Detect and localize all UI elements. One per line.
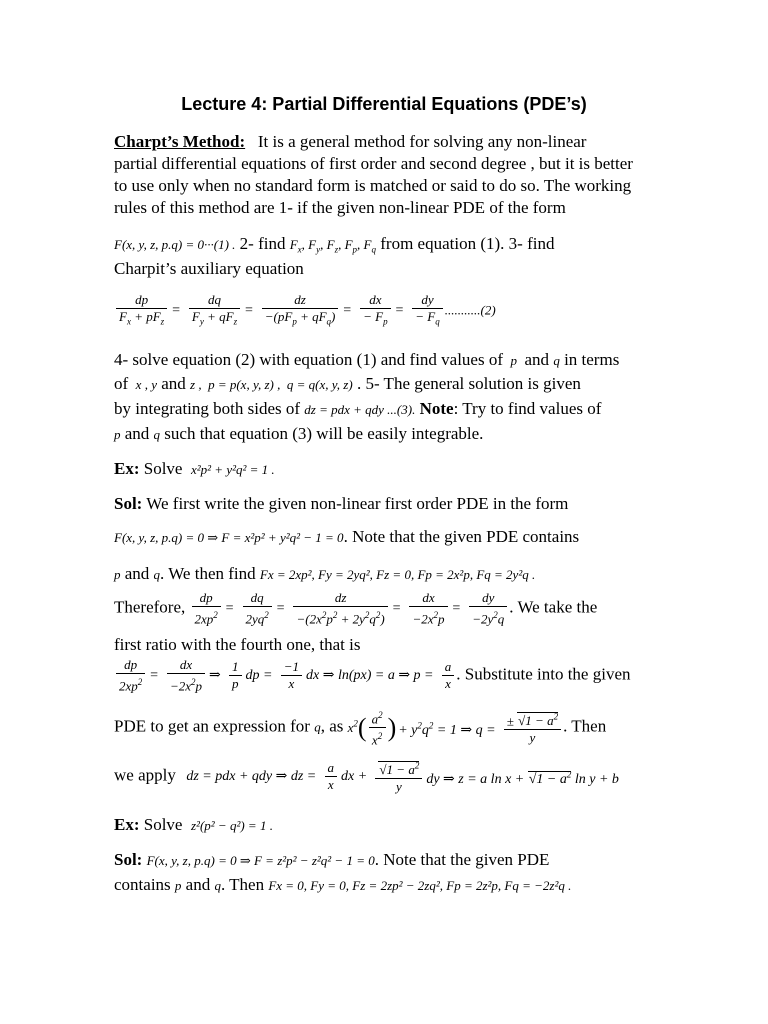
fraction: $\frac{dz}{-(2x^2p^2 + 2y^2q^2)}$ — [293, 590, 387, 627]
math-inline: q — [314, 719, 321, 735]
text: . We then find — [160, 564, 256, 583]
solution-line: we apply dz = pdx + qdy ⇒ dz = $\frac{a}{x}$ dx + $\frac{√1 - a^2}{y}$ dy ⇒ z = a $\ln x + √1 - a^2$ ln y + b — [114, 758, 621, 795]
partials-list: $F_x$, $F_y$, $F_z$, $F_p$, $F_q$ — [289, 237, 376, 255]
fraction: $\frac{1}{p}$ — [229, 659, 242, 692]
text: Solve — [143, 459, 183, 478]
math-inline: q — [153, 427, 161, 442]
fraction: $\frac{dq}{2yq^2}$ — [243, 590, 272, 627]
fraction: $\frac{\pm √1 - a^2}{y}$ — [504, 709, 561, 746]
paragraph-line: p and q such that equation (3) will be easily integrable. — [114, 424, 484, 443]
math-inline: q — [214, 878, 221, 893]
solution-line — [114, 526, 579, 549]
text: . 5- The general solution is given — [356, 374, 581, 393]
text: . We take the — [509, 597, 598, 617]
text: : Try to find values of — [453, 399, 602, 418]
text: from equation (1). 3- find — [380, 234, 555, 253]
text: It is a general method for solving any non-linear — [257, 132, 587, 151]
math-inline: z , p = p(x, y, z) , q = q(x, y, z) — [190, 377, 353, 392]
text: , as — [320, 716, 344, 736]
paragraph-line: partial differential equations of first order and second degree , but it is better — [114, 154, 633, 173]
fraction: $\frac{dx}{-2x^2p}$ — [409, 590, 447, 627]
fraction: $\frac{-1}{x}$ — [281, 659, 302, 692]
equation: Fx = 2xp², Fy = 2yq², Fz = 0, Fp = 2x²p, Fq = 2y²q . — [259, 567, 536, 582]
equation: F(x, y, z, p.q) = 0 ⇒ F = z²p² − z²q² − 1 = 0 — [146, 853, 375, 868]
solution-line: PDE to get an expression for q, as $x^2$( $\frac{a^2}{x^2}$ ) + $y^2q^2 = 1$ ⇒ q = $\frac{\pm √1 - a^2}{y}$ . Then — [114, 707, 606, 749]
fraction: $\frac{a^2}{x^2}$ — [369, 707, 386, 749]
fraction: $\frac{a}{x}$ — [325, 760, 338, 793]
example-label: Ex: — [114, 815, 140, 834]
lecture-title: Lecture 4: Partial Differential Equations (PDE’s) — [181, 94, 587, 114]
text: . Note that the given PDE contains — [343, 527, 580, 546]
math-inline: x , y — [132, 377, 157, 392]
text: . Substitute into the given — [456, 664, 631, 684]
solution-line — [114, 563, 535, 586]
equation-number: ...........(2) — [444, 302, 496, 318]
method-heading: Charpt’s Method: — [114, 132, 246, 151]
solution-line — [114, 493, 568, 515]
math-inline: p — [174, 878, 182, 893]
equation-3: dz = pdx + qdy ...(3). — [304, 402, 416, 417]
paragraph-line: rules of this method are 1- if the given non-linear PDE of the form — [114, 198, 566, 217]
math-inline: p — [114, 567, 121, 582]
text: such that equation (3) will be easily integrable. — [164, 424, 484, 443]
text: Therefore, — [114, 597, 186, 617]
text: in terms — [564, 350, 620, 369]
text: by integrating both sides of — [114, 399, 301, 418]
text: of — [114, 374, 129, 393]
text: . Then — [220, 875, 265, 894]
fraction: $\frac{a}{x}$ — [442, 659, 455, 692]
fraction: $\frac{dp}{2xp^2}$ — [116, 657, 145, 694]
example-equation: z²(p² − q²) = 1 . — [190, 818, 273, 833]
example-1 — [114, 458, 275, 481]
fraction: $\frac{dp}{2xp^2}$ — [192, 590, 221, 627]
solution-label: Sol: — [114, 494, 143, 513]
fraction: $\frac{dy}{- F_q}$ — [412, 292, 442, 330]
fraction: $\frac{dy}{-2y^2q}$ — [469, 590, 507, 627]
solution-line: first ratio with the fourth one, that is — [114, 635, 361, 654]
example-2 — [114, 814, 273, 837]
paragraph-line — [114, 131, 586, 153]
equation-1: F(x, y, z, p.q) = 0···(1) . — [114, 237, 236, 252]
auxiliary-equation: $\frac{dp}{F_x + pF_z}$ = $\frac{dq}{F_y + qF_z}$ = $\frac{dz}{-(pF_p + qF_q)}$ = $\frac{dx}{- F_p}$ = $\frac{dy}{- F_q}$ ...........(2) — [114, 292, 496, 330]
text: Solve — [143, 815, 183, 834]
fraction: $\frac{dp}{F_x + pF_z}$ — [116, 292, 167, 330]
fraction: $\frac{dz}{-(pF_p + qF_q)}$ — [262, 292, 339, 330]
paragraph-line: to use only when no standard form is matched or said to do so. The working — [114, 176, 632, 195]
math-inline: p — [114, 427, 121, 442]
fraction: $\frac{dq}{F_y + qF_z}$ — [189, 292, 240, 330]
text: PDE to get an expression for — [114, 716, 310, 736]
example-label: Ex: — [114, 459, 140, 478]
solution-line: contains p and q. Then Fx = 0, Fy = 0, Fz = 2zp² − 2zq², Fp = 2z²p, Fq = −2z²q . — [114, 875, 572, 894]
fraction: $\frac{√1 - a^2}{y}$ — [375, 758, 422, 795]
paragraph-line: Charpit’s auxiliary equation — [114, 259, 304, 278]
math-inline: q — [153, 567, 161, 582]
solution-line — [114, 849, 549, 872]
paragraph-line: of x , y and z , p = p(x, y, z) , q = q(x, y, z) . 5- The general solution is given — [114, 374, 581, 393]
text: We first write the given non-linear first order PDE in the form — [146, 494, 569, 513]
paragraph-line — [114, 398, 601, 421]
equation: F(x, y, z, p.q) = 0 ⇒ F = x²p² + y²q² − 1 = 0 — [114, 530, 344, 545]
text: 2- find — [239, 234, 286, 253]
ratio-line: Therefore, $\frac{dp}{2xp^2}$ = $\frac{dq}{2yq^2}$ = $\frac{dz}{-(2x^2p^2 + 2y^2q^2)}$ = $\frac{dx}{-2x^2p}$ = $\frac{dy}{-2y^2q}$ . We take the — [114, 590, 598, 627]
text: . Note that the given PDE — [374, 850, 550, 869]
math-inline: p — [507, 353, 521, 368]
math-inline: q — [553, 353, 560, 368]
equation: Fx = 0, Fy = 0, Fz = 2zp² − 2zq², Fp = 2z²p, Fq = −2z²q . — [268, 878, 572, 893]
text: contains — [114, 875, 171, 894]
text: we apply — [114, 765, 176, 785]
ratio-line: $\frac{dp}{2xp^2}$ = $\frac{dx}{-2x^2p}$ ⇒ $\frac{1}{p}$ dp = $\frac{-1}{x}$ dx ⇒ ln(px) = a ⇒ p = $\frac{a}{x}$ . Substitute into the given — [114, 657, 631, 694]
text: . Then — [563, 716, 607, 736]
paragraph-line: 4- solve equation (2) with equation (1) and find values of p and q in terms — [114, 350, 620, 369]
fraction: $\frac{dx}{-2x^2p}$ — [167, 657, 205, 694]
paragraph-line — [114, 233, 554, 261]
note-label: Note — [419, 399, 454, 418]
fraction: $\frac{dx}{- F_p}$ — [360, 292, 390, 330]
math-inline: $x^2$ — [347, 718, 358, 735]
example-equation: x²p² + y²q² = 1 . — [190, 462, 275, 477]
text: and — [124, 564, 150, 583]
text: 4- solve equation (2) with equation (1) and find values of — [114, 350, 504, 369]
solution-label: Sol: — [114, 850, 143, 869]
